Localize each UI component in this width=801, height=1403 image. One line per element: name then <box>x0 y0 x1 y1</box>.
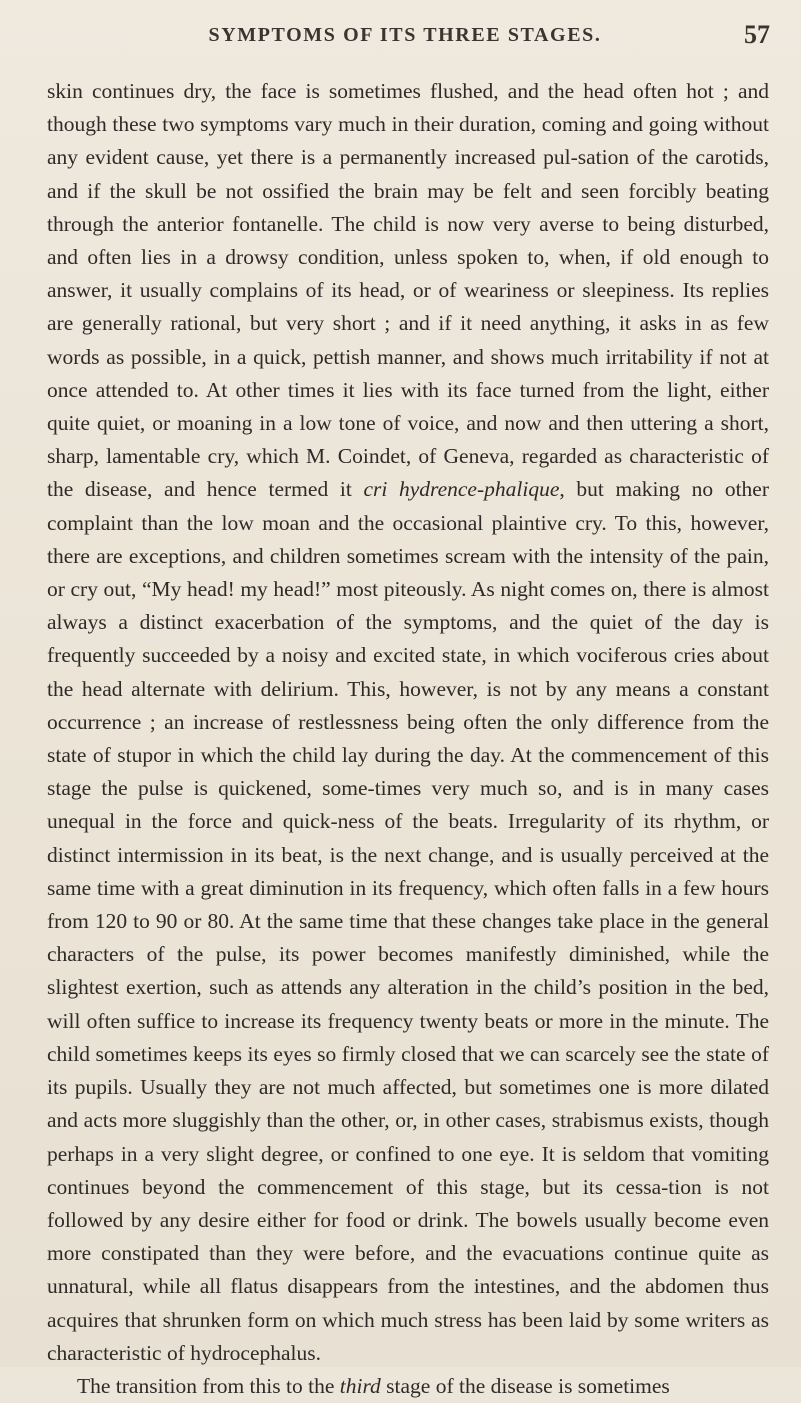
paragraph-1-text-a: skin continues dry, the face is sometimes flushed, and the head often hot ; and though these two symptoms vary much in their duration, coming and going without any evident cause, yet there is a permanently increased pul-sation of the carotids, and if the skull be not ossified the brain may be felt and seen forcibly beating through the anterior fontanelle. The child is now very averse to being disturbed, and often lies in a drowsy condition, unless spoken to, when, if old enough to answer, it usually complains of its head, or of weariness or sleepiness. Its replies are generally rational, but very short ; and if it need anything, it asks in as few words as possible, in a quick, pettish manner, and shows much irritability if not at once attended to. At other times it lies with its face turned from the light, either quite quiet, or moaning in a low tone of voice, and now and then uttering a short, sharp, lamentable cry, which M. Coindet, of Geneva, regarded as characteristic of the disease, and hence termed it <box>47 79 769 502</box>
paragraph-1-text-b: , but making no other complaint than the low moan and the occasional plaintive cry. To this, however, there are exceptions, and children sometimes scream with the intensity of the pain, or cry out, “My head! my head!” most piteously. As night comes on, there is almost always a distinct exacerbation of the symptoms, and the quiet of the day is frequently succeeded by a noisy and excited state, in which vociferous cries about the head alternate with delirium. This, however, is not by any means a constant occurrence ; an increase of restlessness being often the only difference from the state of stupor in which the child lay during the day. At the commencement of this stage the pulse is quickened, some-times very much so, and is in many cases unequal in the force and quick-ness of the beats. Irregularity of its rhythm, or distinct intermission in its beat, is the next change, and is usually perceived at the same time with a great diminution in its frequency, which often falls in a few hours from 120 to 90 or 80. At the same time that these changes take place in the general characters of the pulse, its power becomes manifestly diminished, while the slightest exertion, such as attends any alteration in the child’s position in the bed, will often suffice to increase its frequency twenty beats or more in the minute. The child sometimes keeps its eyes so firmly closed that we can scarcely see the state of its pupils. Usually they are not much affected, but sometimes one is more dilated and acts more sluggishly than the other, or, in other cases, strabismus exists, though perhaps in a very slight degree, or confined to one eye. It is seldom that vomiting continues beyond the commencement of this stage, but its cessa-tion is not followed by any desire either for food or drink. The bowels usually become even more constipated than they were before, and the evacuations continue quite as unnatural, while all flatus disappears from the intestines, and the abdomen thus acquires that shrunken form on which much stress has been laid by some writers as characteristic of hydrocephalus. <box>47 477 770 1365</box>
paragraph-2-italic-term: third <box>339 1373 381 1398</box>
paragraph-2-text-a: The transition from this to the <box>77 1373 340 1398</box>
running-title: SYMPTOMS OF ITS THREE STAGES. <box>208 24 602 46</box>
paragraph-2-text-b: stage of the disease is sometimes <box>380 1373 670 1398</box>
paragraph-1-italic-term: cri hydrence-phalique <box>363 477 560 502</box>
paragraph-2 <box>47 1370 769 1403</box>
running-header <box>40 18 770 58</box>
body-text <box>47 75 769 1403</box>
paragraph-1 <box>47 75 769 1370</box>
page-number: 57 <box>744 20 770 49</box>
